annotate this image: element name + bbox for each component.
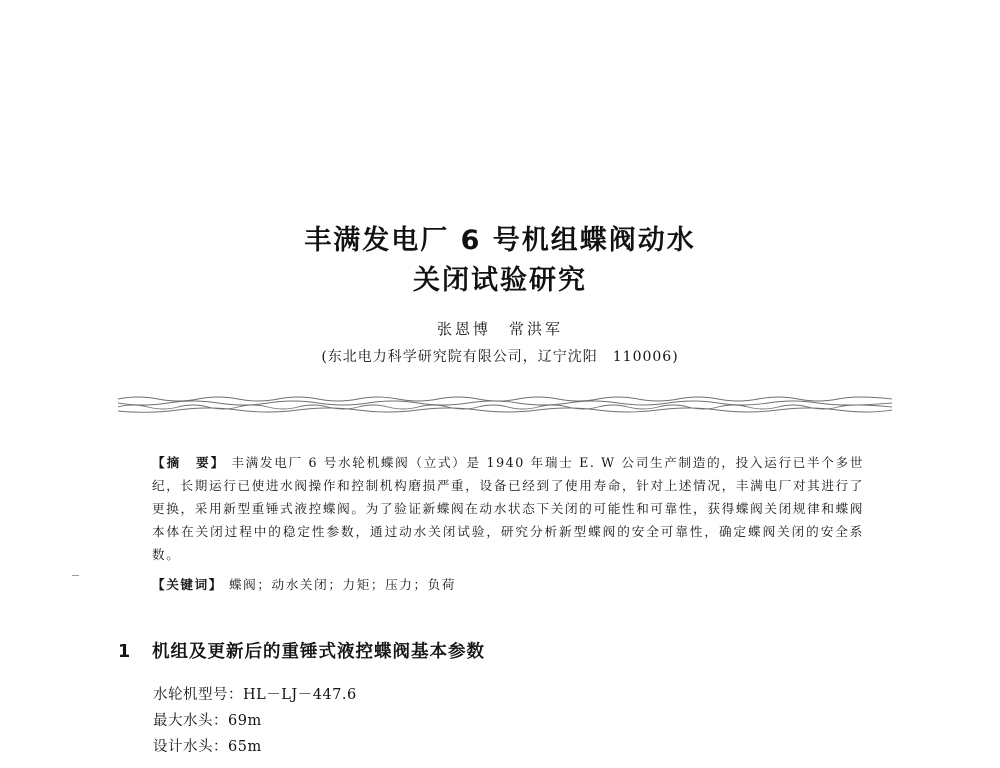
margin-mark [72,575,79,576]
param-value: HL－LJ－447.6 [243,687,357,703]
abstract [152,451,864,566]
param-key: 设计水头： [153,739,228,755]
abstract-text: 丰满发电厂 6 号水轮机蝶阀（立式）是 1940 年瑞士 E. W 公司生产制造的，投入运行已半个多世纪，长期运行已使进水阀操作和控制机构磨损严重，设备已经到了使用寿命，针对上述情况，丰满电厂对其进行了更换，采用新型重锤式液控蝶阀。为了验证新蝶阀在动水状态下关闭的可能性和可靠性，获得蝶阀关闭规律和蝶阀本体在关闭过程中的稳定性参数，通过动水关闭试验，研究分析新型蝶阀的安全可靠性，确定蝶阀关闭的安全系数。 [152,455,865,562]
keywords-label: 【关键词】 [152,577,223,592]
abstract-label: 【摘 要】 [152,455,226,470]
affiliation: (东北电力科学研究院有限公司，辽宁沈阳 110006) [321,349,679,365]
section-heading [118,638,485,663]
authors: 张恩博 常洪军 [436,320,563,338]
decorative-wave-divider [118,393,892,415]
param-row [153,734,357,760]
param-key: 水轮机型号： [153,687,243,703]
keywords [152,574,864,593]
section-title: 机组及更新后的重锤式液控蝶阀基本参数 [152,642,485,662]
keywords-text: 蝶阀；动水关闭；力矩；压力；负荷 [228,577,457,592]
section-number: 1 [118,642,132,662]
param-key: 最大水头： [153,713,228,729]
param-row [153,682,357,708]
paper-title-line-1: 丰满发电厂 6 号机组蝶阀动水 [304,225,696,256]
param-value: 65m [228,739,262,755]
param-row [153,708,357,734]
paper-title-line-2: 关闭试验研究 [413,265,587,296]
parameter-list [153,682,357,760]
param-value: 69m [228,713,262,729]
